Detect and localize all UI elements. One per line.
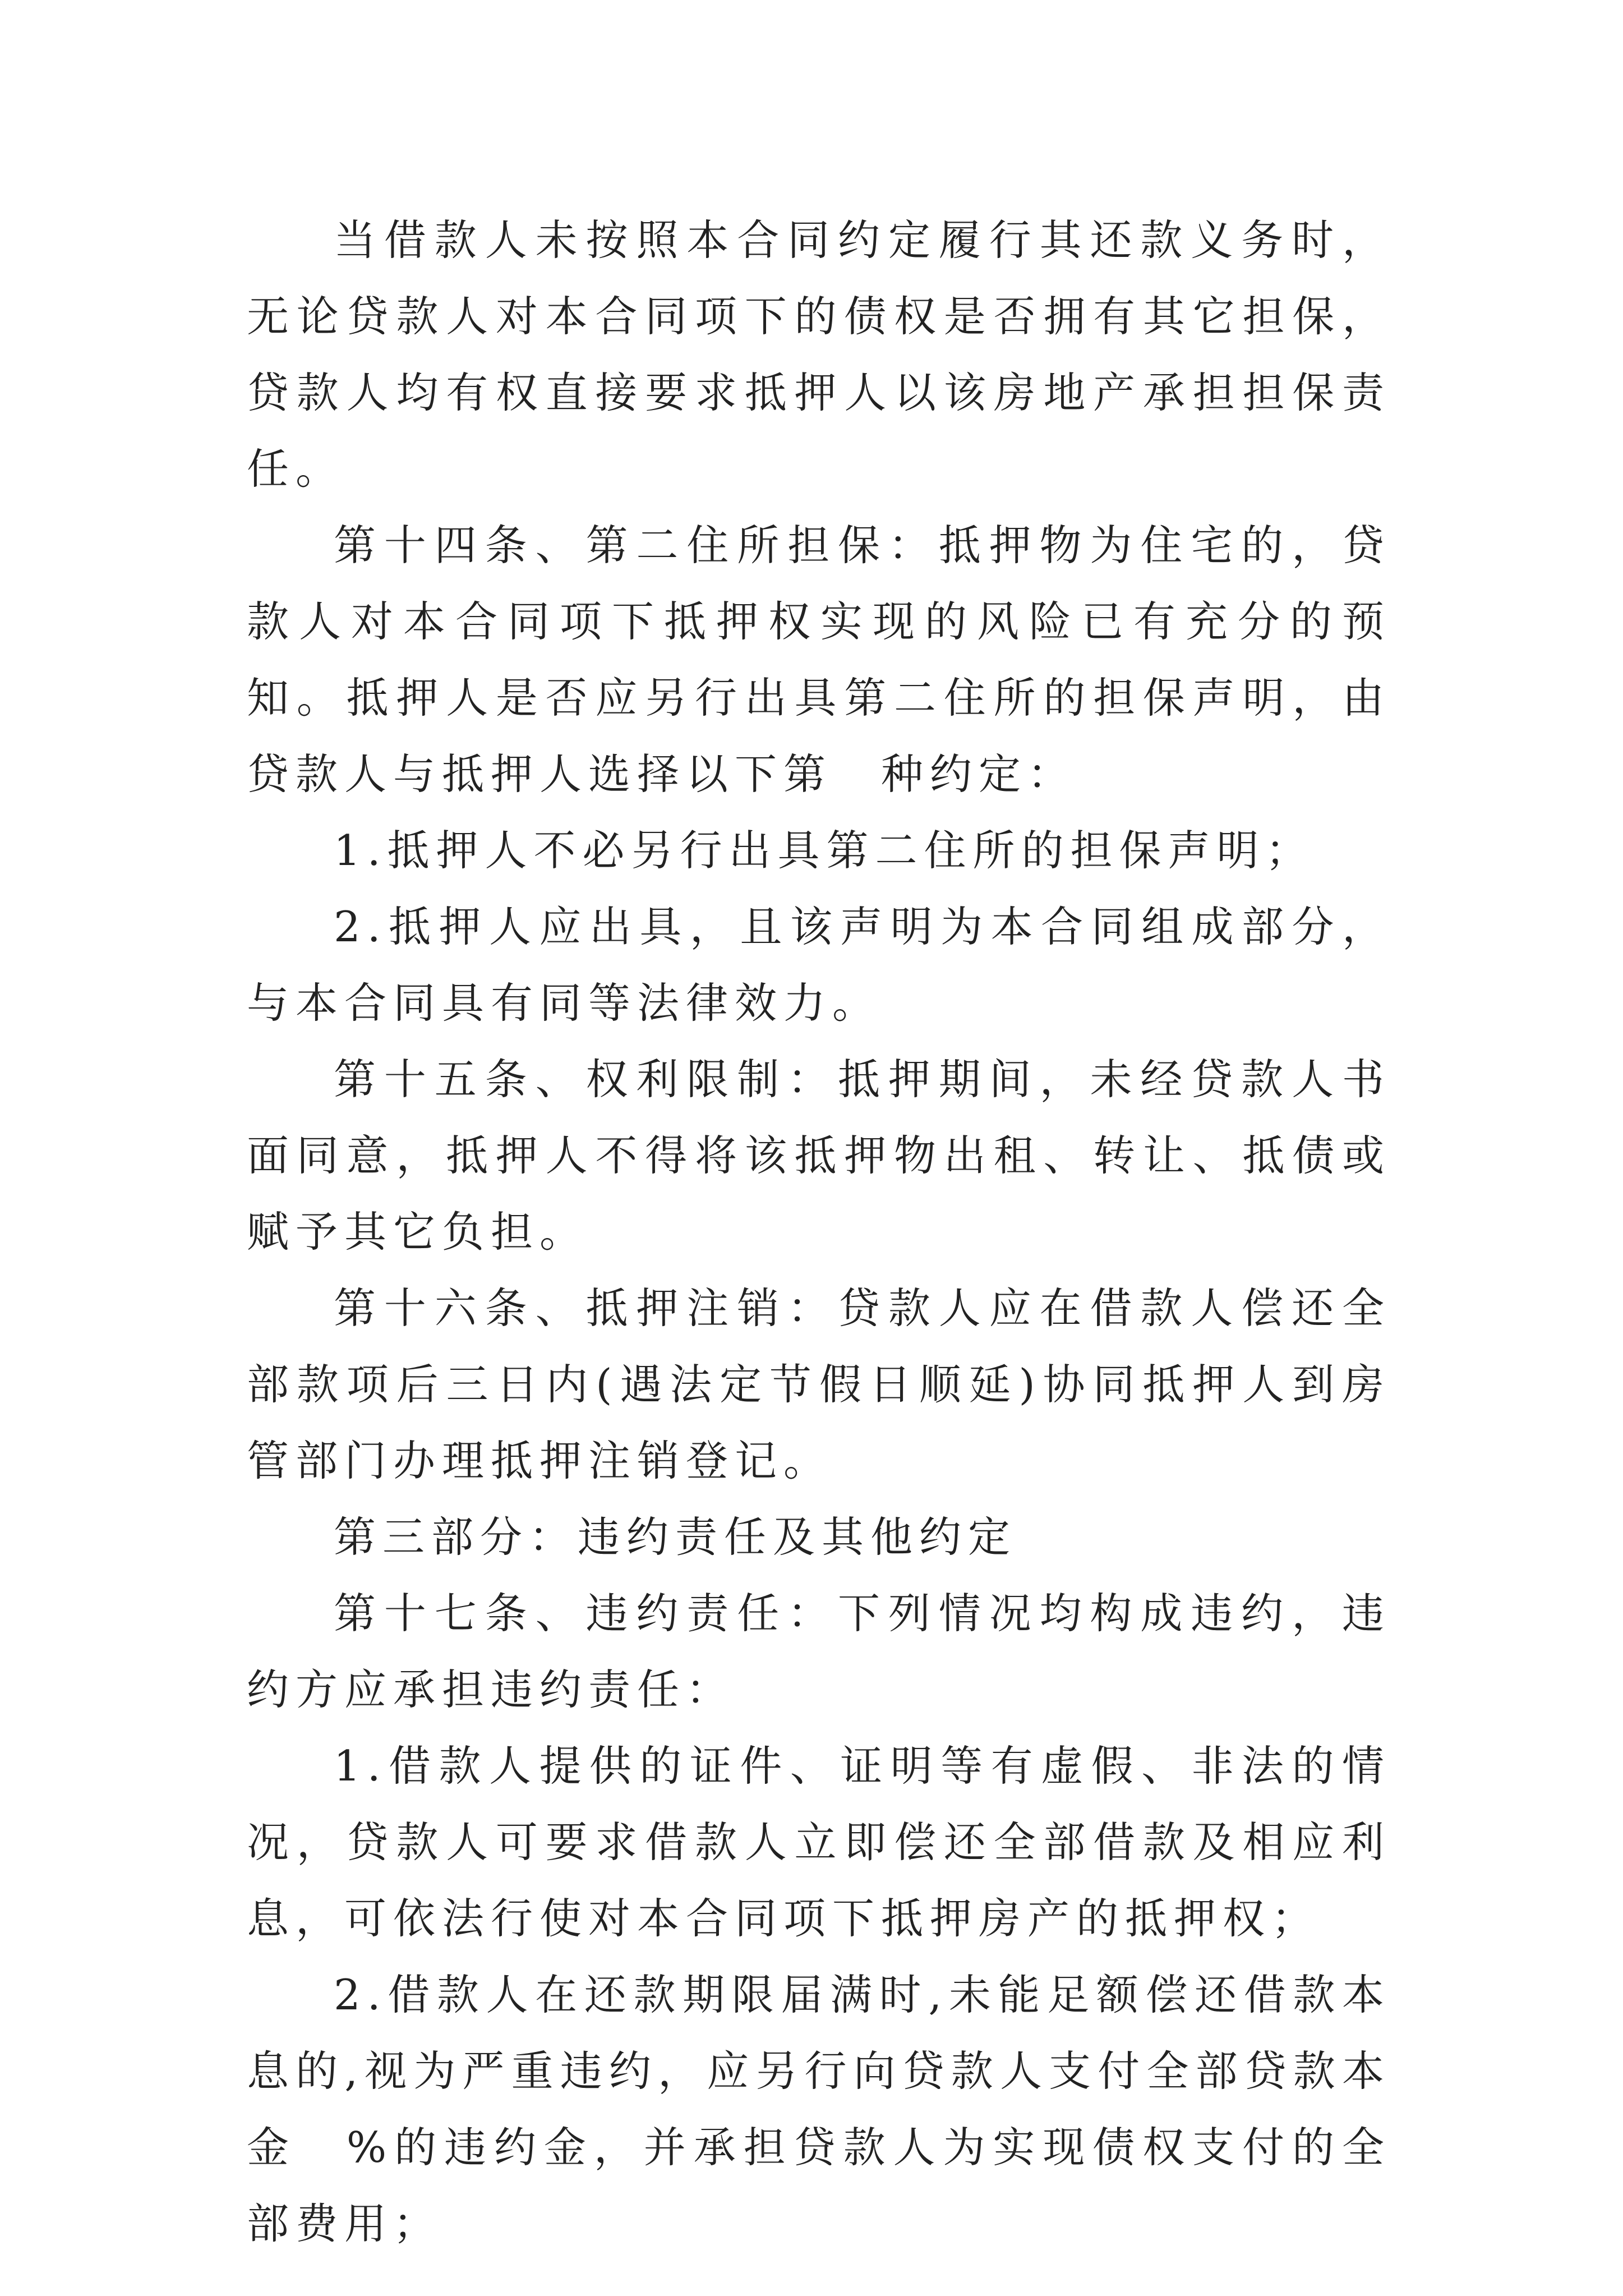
paragraph-guarantee-liability: 当借款人未按照本合同约定履行其还款义务时，无论贷款人对本合同项下的债权是否拥有其它担保，贷款人均有权直接要求抵押人以该房地产承担担保责任。 [247, 215, 1391, 494]
paragraph-article-17-item-2: 2.借款人在还款期限届满时,未能足额偿还借款本息的,视为严重违约，应另行向贷款人支付全部贷款本金 %的违约金，并承担贷款人为实现债权支付的全部费用； [247, 1970, 1391, 2248]
document-body [247, 202, 1391, 2262]
paragraph-article-14-option-1: 1.抵押人不必另行出具第二住所的担保声明； [334, 826, 1315, 875]
section-heading-part-3: 第三部分：违约责任及其他约定 [334, 1512, 1017, 1562]
paragraph-article-14-option-2: 2.抵押人应出具，且该声明为本合同组成部分，与本合同具有同等法律效力。 [247, 902, 1391, 1028]
paragraph-article-16: 第十六条、抵押注销：贷款人应在借款人偿还全部款项后三日内(遇法定节假日顺延)协同抵押人到房管部门办理抵押注销登记。 [247, 1283, 1391, 1485]
paragraph-article-17: 第十七条、违约责任：下列情况均构成违约，违约方应承担违约责任： [247, 1589, 1391, 1714]
paragraph-article-15: 第十五条、权利限制：抵押期间，未经贷款人书面同意，抵押人不得将该抵押物出租、转让、抵债或赋予其它负担。 [247, 1055, 1391, 1257]
paragraph-article-17-item-1: 1.借款人提供的证件、证明等有虚假、非法的情况，贷款人可要求借款人立即偿还全部借款及相应利息，可依法行使对本合同项下抵押房产的抵押权； [247, 1741, 1391, 1943]
paragraph-article-14: 第十四条、第二住所担保：抵押物为住宅的，贷款人对本合同项下抵押权实现的风险已有充分的预知。抵押人是否应另行出具第二住所的担保声明，由贷款人与抵押人选择以下第 种约定： [247, 521, 1391, 799]
